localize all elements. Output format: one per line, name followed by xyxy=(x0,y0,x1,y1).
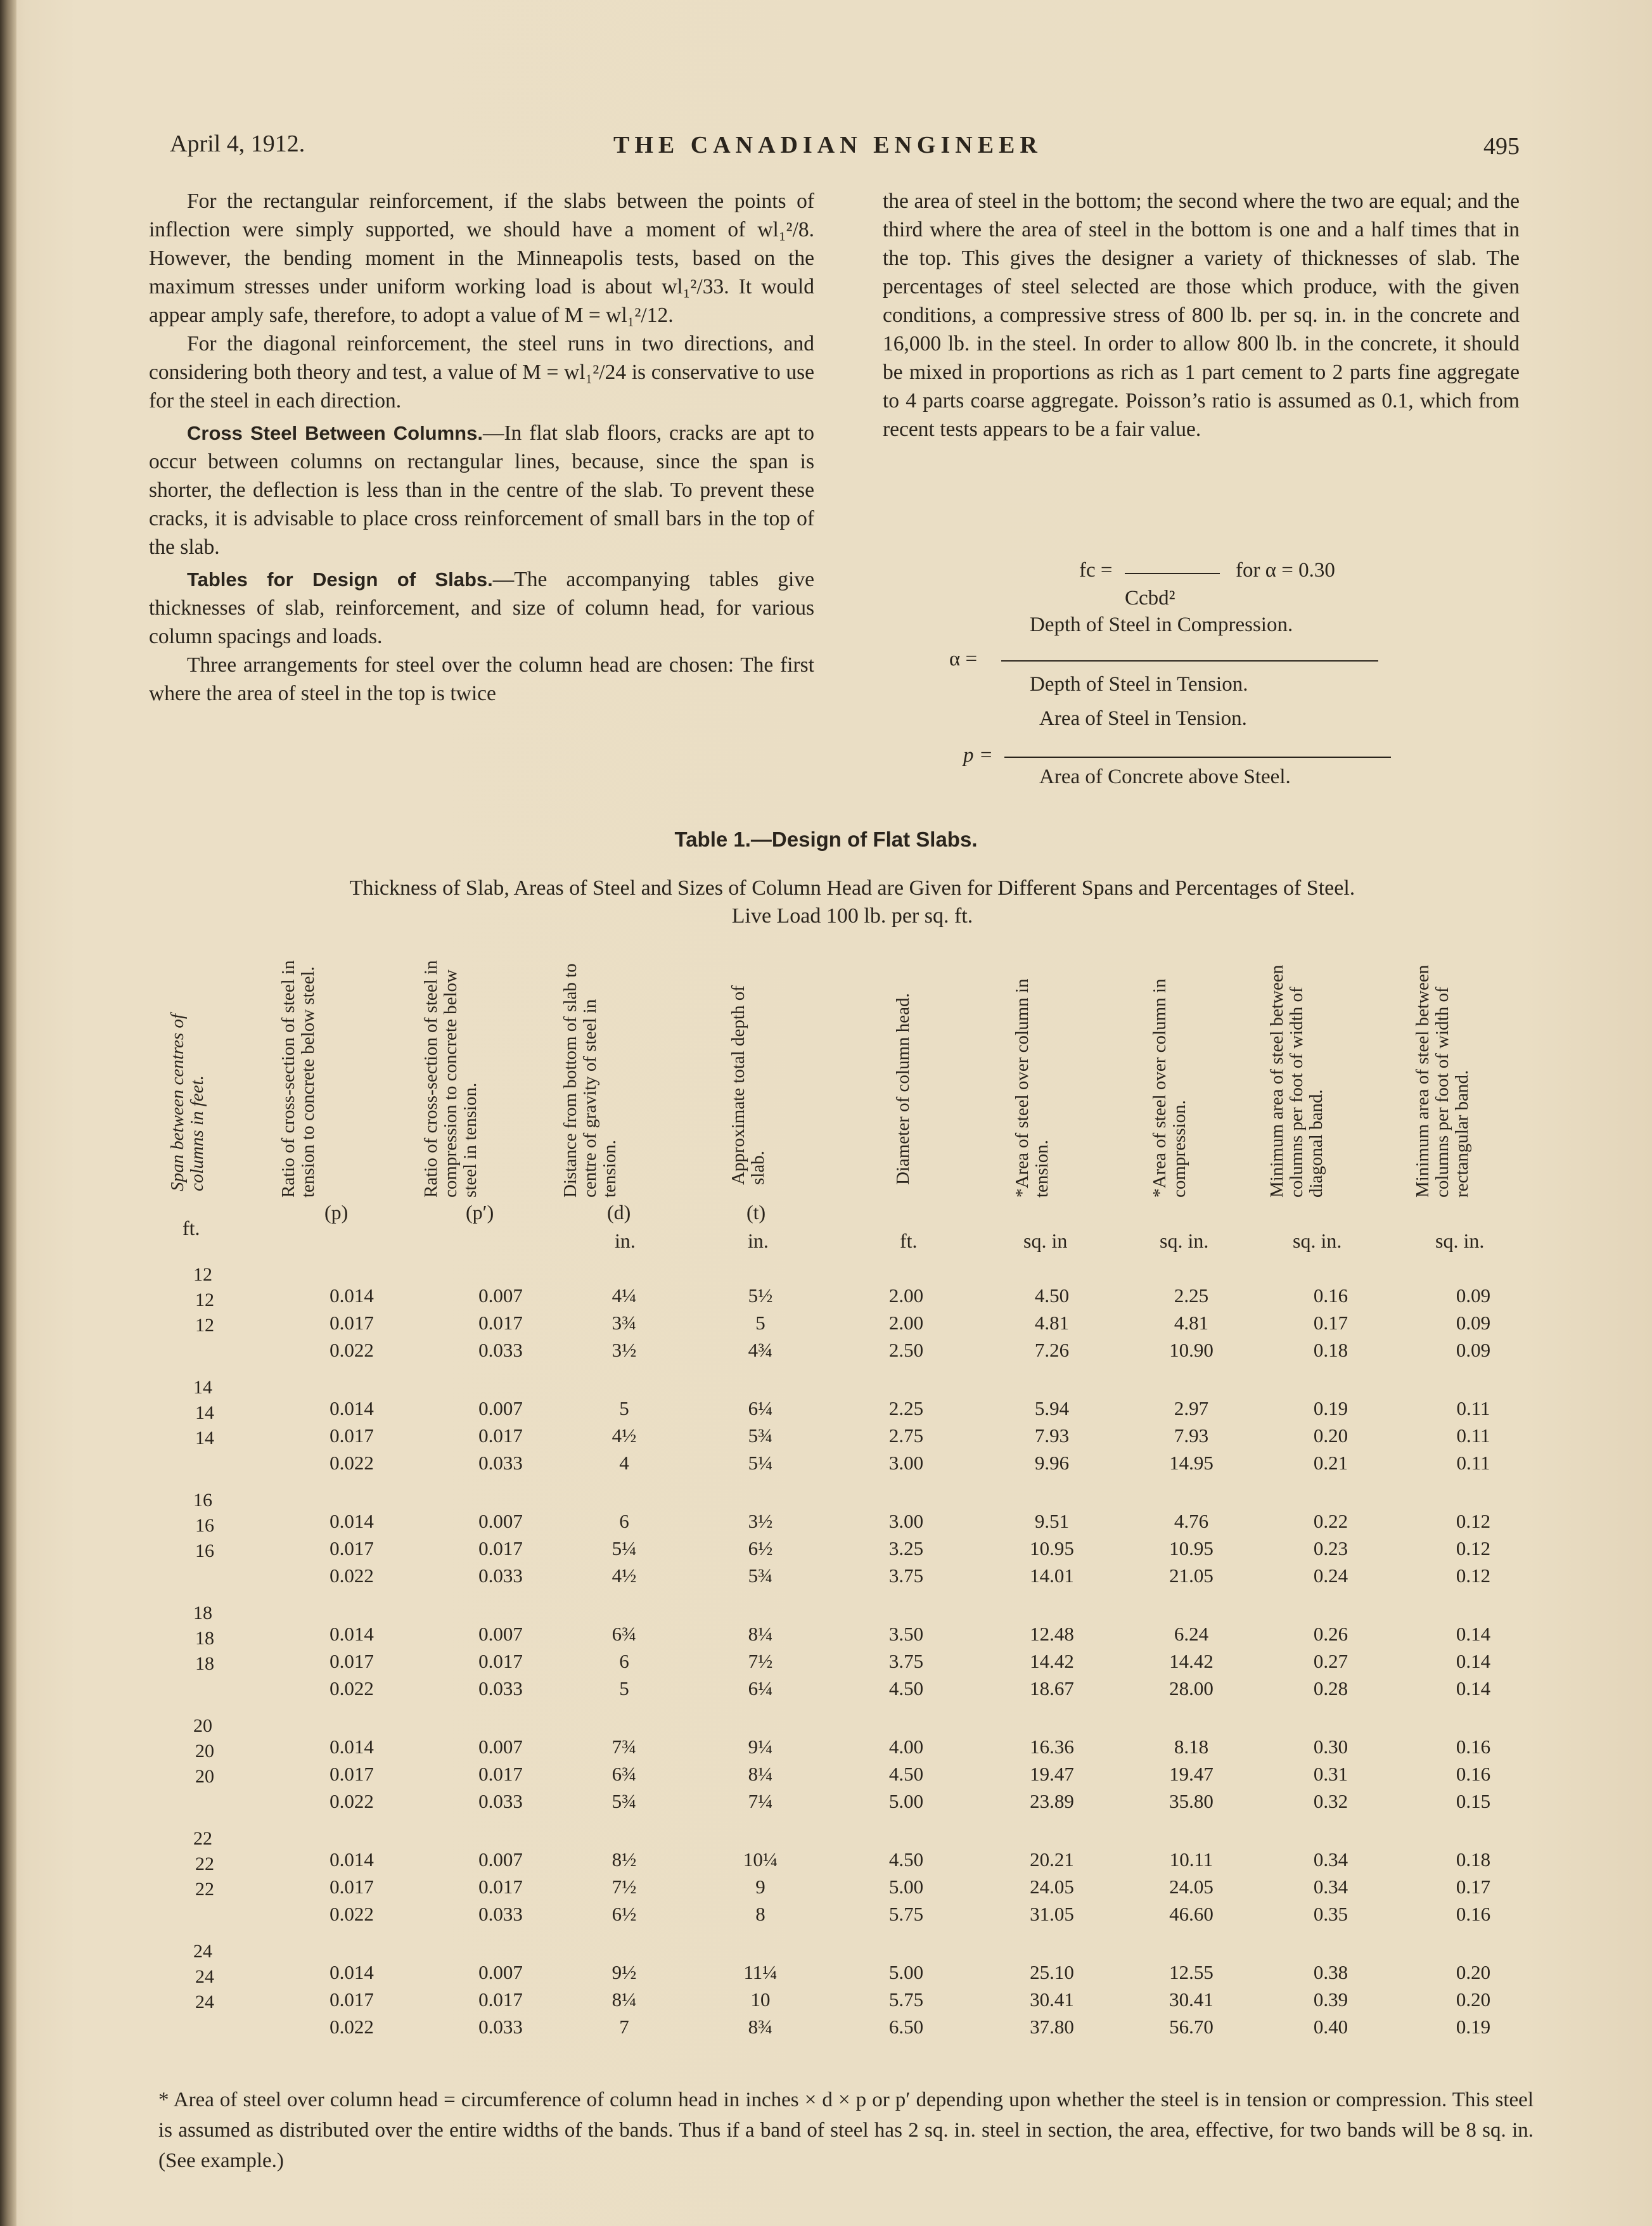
table-cell: 3¾ xyxy=(611,1312,637,1334)
binding-edge xyxy=(0,0,16,2226)
table-cell: 24.05 xyxy=(1169,1876,1213,1898)
unit-span: ft. xyxy=(182,1217,200,1239)
table-cell: 0.12 xyxy=(1456,1510,1491,1532)
unit-diameter: ft. xyxy=(900,1229,918,1252)
table-subtitle-line: Thickness of Slab, Areas of Steel and Sizes of Column Head are Given for Different Spans and Percentages of Steel. xyxy=(349,876,1355,900)
paragraph-text: —In flat slab floors, cracks are apt to occur between columns on rectangular lines, because, since the span is shorter, the deflection is less than in the centre of the slab. To prevent these cracks, it is advisable to place cross reinforcement of small bars in the top of the slab. xyxy=(149,421,814,559)
unit-area-tension: sq. in xyxy=(1023,1229,1068,1252)
span-value: 22 xyxy=(195,1853,214,1874)
table-cell: 10¼ xyxy=(743,1848,778,1871)
table-cell: 3.25 xyxy=(888,1537,924,1559)
issue-date: April 4, 1912. xyxy=(170,131,305,157)
table-cell: 0.40 xyxy=(1313,2016,1348,2038)
span-value: 14 xyxy=(195,1402,214,1423)
table-cell: 0.11 xyxy=(1456,1424,1490,1447)
table-cell: 0.022 xyxy=(330,1339,374,1361)
span-value: 18 xyxy=(193,1602,212,1623)
table-cell: 0.20 xyxy=(1313,1424,1348,1447)
table-cell: 0.16 xyxy=(1456,1903,1491,1925)
table-cell: 5.00 xyxy=(888,1876,924,1898)
table-cell: 2.97 xyxy=(1174,1397,1209,1419)
right-column xyxy=(883,187,1520,444)
table-cell: 7.26 xyxy=(1034,1339,1070,1361)
table-cell: 8.18 xyxy=(1174,1736,1209,1758)
column-header-p: Ratio of cross-section of steel in tension to concrete below steel. xyxy=(278,960,318,1198)
table-cell: 4.81 xyxy=(1034,1312,1070,1334)
column-header-diameter: Diameter of column head. xyxy=(893,993,913,1185)
table-cell: 7.93 xyxy=(1034,1424,1070,1447)
column-header-d: Distance from bottom of slab to centre of gravity of steel in tension. xyxy=(560,963,620,1198)
formula-p-numerator: Area of Steel in Tension. xyxy=(1039,707,1247,730)
table-cell: 0.017 xyxy=(478,1537,523,1559)
table-cell: 0.017 xyxy=(478,1424,523,1447)
table-cell: 3.75 xyxy=(888,1650,924,1672)
formula-fc-denominator: Ccbd² xyxy=(1125,587,1175,610)
table-cell: 6¼ xyxy=(748,1397,773,1419)
paragraph xyxy=(149,565,814,651)
table-cell: 7¾ xyxy=(611,1736,637,1758)
table-cell: 0.014 xyxy=(330,1736,374,1758)
table-cell: 0.38 xyxy=(1313,1961,1348,1983)
formula-alpha-lhs: α = xyxy=(949,648,978,670)
column-header-area-compression: *Area of steel over column in compression. xyxy=(1149,978,1189,1198)
table-cell: 5.94 xyxy=(1034,1397,1070,1419)
column-header-t: Approximate total depth of slab. xyxy=(728,985,768,1185)
table-cell: 0.014 xyxy=(330,1510,374,1532)
span-value: 24 xyxy=(193,1941,212,1962)
span-value: 24 xyxy=(195,1966,214,1987)
column-header-diagonal-band: Minimum area of steel between columns per foot of width of diagonal band. xyxy=(1267,964,1326,1198)
table-cell: 4.50 xyxy=(888,1763,924,1785)
table-cell: 0.27 xyxy=(1313,1650,1348,1672)
table-cell: 0.31 xyxy=(1313,1763,1348,1785)
table-cell: 0.17 xyxy=(1456,1876,1491,1898)
table-cell: 30.41 xyxy=(1030,1988,1074,2011)
table-cell: 3½ xyxy=(611,1339,637,1361)
table-cell: 4.81 xyxy=(1174,1312,1209,1334)
table-cell: 0.34 xyxy=(1313,1848,1348,1871)
table-cell: 8½ xyxy=(611,1848,637,1871)
fraction-bar xyxy=(1125,573,1220,574)
table-cell: 12.55 xyxy=(1169,1961,1213,1983)
table-cell: 6 xyxy=(619,1650,629,1672)
table-cell: 10.11 xyxy=(1169,1848,1213,1871)
table-cell: 3.50 xyxy=(888,1623,924,1645)
table-cell: 0.017 xyxy=(478,1876,523,1898)
table-cell: 30.41 xyxy=(1169,1988,1213,2011)
symbol-p: (p) xyxy=(324,1201,349,1224)
table-cell: 0.19 xyxy=(1456,2016,1491,2038)
table-cell: 2.25 xyxy=(888,1397,924,1419)
table-cell: 0.30 xyxy=(1313,1736,1348,1758)
table-cell: 6.24 xyxy=(1174,1623,1209,1645)
table-cell: 6¼ xyxy=(748,1677,773,1699)
table-cell: 8¼ xyxy=(748,1623,773,1645)
span-value: 14 xyxy=(193,1377,212,1398)
table-cell: 0.017 xyxy=(330,1537,374,1559)
formula-alpha-denominator: Depth of Steel in Tension. xyxy=(1030,673,1248,696)
table-cell: 0.35 xyxy=(1313,1903,1348,1925)
table-cell: 3½ xyxy=(748,1510,773,1532)
table-cell: 4.76 xyxy=(1174,1510,1209,1532)
table-cell: 9.51 xyxy=(1034,1510,1070,1532)
table-cell: 9.96 xyxy=(1034,1452,1070,1474)
table-cell: 0.007 xyxy=(478,1510,523,1532)
table-cell: 3.75 xyxy=(888,1564,924,1587)
table-cell: 0.09 xyxy=(1456,1284,1491,1307)
table-cell: 0.16 xyxy=(1456,1763,1491,1785)
table-cell: 5 xyxy=(619,1677,629,1699)
column-header-area-tension: *Area of steel over column in tension. xyxy=(1012,978,1052,1198)
table-cell: 11¼ xyxy=(743,1961,778,1983)
span-value: 22 xyxy=(195,1879,214,1900)
table-cell: 5 xyxy=(619,1397,629,1419)
table-cell: 6¾ xyxy=(611,1763,637,1785)
paragraph: For the diagonal reinforcement, the steel runs in two directions, and considering both theory and test, a value of M = wl₁²/24 is conservative to use for the steel in each direction. xyxy=(149,332,814,413)
table-cell: 0.21 xyxy=(1313,1452,1348,1474)
table-cell: 4.50 xyxy=(1034,1284,1070,1307)
span-value: 20 xyxy=(193,1715,212,1736)
formula-alpha-numerator: Depth of Steel in Compression. xyxy=(1030,613,1293,636)
run-in-heading: Tables for Design of Slabs. xyxy=(187,568,493,591)
symbol-t: (t) xyxy=(746,1201,766,1224)
table-cell: 5¾ xyxy=(748,1424,773,1447)
table-cell: 37.80 xyxy=(1030,2016,1074,2038)
span-value: 16 xyxy=(193,1490,212,1511)
unit-diagonal: sq. in. xyxy=(1293,1229,1342,1252)
table-cell: 5.75 xyxy=(888,1903,924,1925)
table-cell: 2.50 xyxy=(888,1339,924,1361)
table-cell: 9 xyxy=(755,1876,765,1898)
unit-t: in. xyxy=(748,1229,769,1252)
formula-p-lhs: p = xyxy=(963,744,994,767)
table-cell: 8 xyxy=(755,1903,765,1925)
table-cell: 2.00 xyxy=(888,1312,924,1334)
table-cell: 0.022 xyxy=(330,2016,374,2038)
table-cell: 0.18 xyxy=(1456,1848,1491,1871)
table-cell: 0.033 xyxy=(478,1452,523,1474)
table-cell: 2.00 xyxy=(888,1284,924,1307)
table-cell: 0.007 xyxy=(478,1284,523,1307)
left-column xyxy=(149,187,814,708)
table-cell: 0.007 xyxy=(478,1397,523,1419)
table-cell: 0.15 xyxy=(1456,1790,1491,1812)
table-cell: 0.017 xyxy=(478,1763,523,1785)
table-cell: 0.007 xyxy=(478,1623,523,1645)
table-cell: 21.05 xyxy=(1169,1564,1213,1587)
table-cell: 6½ xyxy=(748,1537,773,1559)
table-cell: 0.017 xyxy=(330,1763,374,1785)
table-cell: 2.75 xyxy=(888,1424,924,1447)
table-cell: 14.01 xyxy=(1030,1564,1074,1587)
table-cell: 0.34 xyxy=(1313,1876,1348,1898)
fraction-bar xyxy=(1001,660,1378,662)
table-cell: 4 xyxy=(619,1452,629,1474)
table-cell: 0.014 xyxy=(330,1623,374,1645)
table-cell: 8¾ xyxy=(748,2016,773,2038)
table-cell: 0.24 xyxy=(1313,1564,1348,1587)
table-cell: 0.17 xyxy=(1313,1312,1348,1334)
table-cell: 0.017 xyxy=(330,1650,374,1672)
table-cell: 0.11 xyxy=(1456,1397,1490,1419)
table-cell: 10.90 xyxy=(1169,1339,1213,1361)
fraction-bar xyxy=(1004,757,1391,758)
table-cell: 0.014 xyxy=(330,1397,374,1419)
table-cell: 0.033 xyxy=(478,1903,523,1925)
table-cell: 0.18 xyxy=(1313,1339,1348,1361)
span-value: 16 xyxy=(195,1540,214,1561)
table-cell: 7½ xyxy=(748,1650,773,1672)
table-cell: 0.26 xyxy=(1313,1623,1348,1645)
unit-d: in. xyxy=(615,1229,636,1252)
table-cell: 0.14 xyxy=(1456,1650,1491,1672)
span-value: 18 xyxy=(195,1653,214,1674)
table-cell: 25.10 xyxy=(1030,1961,1074,1983)
formula-fc-lhs: fc = xyxy=(1079,559,1113,582)
table-cell: 0.022 xyxy=(330,1452,374,1474)
table-subtitle xyxy=(171,874,1534,930)
span-value: 12 xyxy=(195,1315,214,1336)
table-cell: 0.20 xyxy=(1456,1961,1491,1983)
table-cell: 0.09 xyxy=(1456,1312,1491,1334)
table-cell: 0.017 xyxy=(478,1988,523,2011)
table-cell: 6½ xyxy=(611,1903,637,1925)
column-header-p-prime: Ratio of cross-section of steel in compression to concrete below steel in tension. xyxy=(421,960,480,1198)
page-number: 495 xyxy=(1483,133,1520,160)
table-cell: 6.50 xyxy=(888,2016,924,2038)
running-header xyxy=(170,130,1520,168)
table-cell: 7½ xyxy=(611,1876,637,1898)
table-cell: 0.014 xyxy=(330,1848,374,1871)
paragraph: For the rectangular reinforcement, if the slabs between the points of inflection were simply supported, we should have a moment of wl₁²/8. However, the bending moment in the Minneapolis tests, based on the maximum stresses under uniform working load is about wl₁²/33. It would appear amply safe, therefore, to adopt a value of M = wl₁²/12. xyxy=(149,189,814,327)
table-cell: 0.022 xyxy=(330,1903,374,1925)
table-subtitle-line: Live Load 100 lb. per sq. ft. xyxy=(731,904,973,928)
span-value: 14 xyxy=(195,1428,214,1449)
table-cell: 46.60 xyxy=(1169,1903,1213,1925)
table-cell: 31.05 xyxy=(1030,1903,1074,1925)
run-in-heading: Cross Steel Between Columns. xyxy=(187,422,483,444)
table-cell: 19.47 xyxy=(1169,1763,1213,1785)
table-cell: 0.017 xyxy=(330,1424,374,1447)
table-cell: 0.022 xyxy=(330,1677,374,1699)
table-cell: 5¼ xyxy=(748,1452,773,1474)
table-cell: 0.007 xyxy=(478,1848,523,1871)
table-cell: 9¼ xyxy=(748,1736,773,1758)
table-cell: 0.16 xyxy=(1456,1736,1491,1758)
symbol-d: (d) xyxy=(607,1201,631,1224)
table-cell: 2.25 xyxy=(1174,1284,1209,1307)
table-cell: 0.033 xyxy=(478,1564,523,1587)
paragraph: Three arrangements for steel over the column head are chosen: The first where the area of steel in the top is twice xyxy=(149,653,814,705)
table-cell: 8¼ xyxy=(748,1763,773,1785)
table-cell: 0.28 xyxy=(1313,1677,1348,1699)
table-cell: 5.75 xyxy=(888,1988,924,2011)
table-cell: 0.23 xyxy=(1313,1537,1348,1559)
table-cell: 23.89 xyxy=(1030,1790,1074,1812)
table-cell: 5 xyxy=(755,1312,765,1334)
table-cell: 12.48 xyxy=(1030,1623,1074,1645)
paragraph xyxy=(149,419,814,561)
table-cell: 0.22 xyxy=(1313,1510,1348,1532)
column-header-span: Span between centres of columns in feet. xyxy=(167,1014,207,1191)
table-cell: 0.017 xyxy=(478,1650,523,1672)
journal-title: THE CANADIAN ENGINEER xyxy=(613,132,1042,158)
table-cell: 0.007 xyxy=(478,1736,523,1758)
table-cell: 0.14 xyxy=(1456,1623,1491,1645)
span-value: 18 xyxy=(195,1628,214,1649)
table-cell: 0.033 xyxy=(478,2016,523,2038)
formula-fc-condition: for α = 0.30 xyxy=(1236,559,1335,582)
span-value: 12 xyxy=(195,1289,214,1310)
table-cell: 0.09 xyxy=(1456,1339,1491,1361)
table-cell: 0.014 xyxy=(330,1284,374,1307)
span-value: 22 xyxy=(193,1828,212,1849)
table-cell: 9½ xyxy=(611,1961,637,1983)
table-cell: 5¾ xyxy=(611,1790,637,1812)
table-cell: 10 xyxy=(750,1988,771,2011)
span-value: 24 xyxy=(195,1992,214,2012)
table-cell: 0.017 xyxy=(330,1876,374,1898)
table-cell: 5½ xyxy=(748,1284,773,1307)
table-title: Table 1.—Design of Flat Slabs. xyxy=(674,828,978,851)
table-cell: 0.20 xyxy=(1456,1988,1491,2011)
paragraph: the area of steel in the bottom; the second where the two are equal; and the third where the area of steel in the bottom is one and a half times that in the top. This gives the designer a variety of thicknesses of slab. The percentages of steel selected are those which produce, with the given conditions, a compressive stress of 800 lb. per sq. in. in the concrete and 16,000 lb. in the steel. In order to allow 800 lb. in the concrete, it should be mixed in proportions as rich as 1 part cement to 2 parts fine aggregate to 4 parts coarse aggregate. Poisson’s ratio is assumed as 0.1, which from recent tests appears to be a fair value. xyxy=(883,189,1520,441)
table-cell: 0.007 xyxy=(478,1961,523,1983)
table-cell: 5¾ xyxy=(748,1564,773,1587)
table-cell: 0.32 xyxy=(1313,1790,1348,1812)
table-cell: 24.05 xyxy=(1030,1876,1074,1898)
table-cell: 5.00 xyxy=(888,1961,924,1983)
table-cell: 28.00 xyxy=(1169,1677,1213,1699)
table-cell: 0.017 xyxy=(330,1312,374,1334)
table-cell: 0.033 xyxy=(478,1339,523,1361)
paragraph-text: —The accompanying tables give thicknesses of slab, reinforcement, and size of column head, for various column spacings and loads. xyxy=(149,568,814,648)
table-cell: 0.39 xyxy=(1313,1988,1348,2011)
symbol-p-prime: (p′) xyxy=(466,1201,494,1224)
table-cell: 18.67 xyxy=(1030,1677,1074,1699)
table-cell: 0.033 xyxy=(478,1677,523,1699)
table-cell: 7¼ xyxy=(748,1790,773,1812)
table-cell: 20.21 xyxy=(1030,1848,1074,1871)
table-cell: 4½ xyxy=(611,1424,637,1447)
unit-rectangular: sq. in. xyxy=(1435,1229,1485,1252)
table-cell: 4½ xyxy=(611,1564,637,1587)
table-cell: 14.42 xyxy=(1030,1650,1074,1672)
table-cell: 0.017 xyxy=(478,1312,523,1334)
table-cell: 7.93 xyxy=(1174,1424,1209,1447)
span-value: 20 xyxy=(195,1766,214,1787)
table-cell: 4.00 xyxy=(888,1736,924,1758)
span-value: 12 xyxy=(193,1264,212,1285)
table-cell: 4¾ xyxy=(748,1339,773,1361)
table-footnote: * Area of steel over column head = circumference of column head in inches × d × p or p′ depending upon whether the steel is in tension or compression. This steel is assumed as distributed over the entire widths of the bands. Thus if a band of steel has 2 sq. in. steel in section, the area, effective, for two bands will be 8 sq. in. (See example.) xyxy=(158,2088,1534,2172)
column-header-rectangular-band: Minimum area of steel between columns per foot of width of rectangular band. xyxy=(1412,964,1472,1198)
table-cell: 4¼ xyxy=(611,1284,637,1307)
table-cell: 19.47 xyxy=(1030,1763,1074,1785)
table-cell: 0.11 xyxy=(1456,1452,1490,1474)
table-cell: 14.95 xyxy=(1169,1452,1213,1474)
table-cell: 4.50 xyxy=(888,1848,924,1871)
table-cell: 3.00 xyxy=(888,1452,924,1474)
formula-p-denominator: Area of Concrete above Steel. xyxy=(1039,765,1291,788)
table-cell: 0.19 xyxy=(1313,1397,1348,1419)
unit-area-compression: sq. in. xyxy=(1160,1229,1209,1252)
table-cell: 10.95 xyxy=(1169,1537,1213,1559)
table-cell: 56.70 xyxy=(1169,2016,1213,2038)
table-cell: 8¼ xyxy=(611,1988,637,2011)
span-value: 20 xyxy=(195,1741,214,1762)
table-cell: 5.00 xyxy=(888,1790,924,1812)
table-cell: 5¼ xyxy=(611,1537,637,1559)
table-cell: 35.80 xyxy=(1169,1790,1213,1812)
table-cell: 0.022 xyxy=(330,1564,374,1587)
table-cell: 6 xyxy=(619,1510,629,1532)
table-cell: 7 xyxy=(619,2016,629,2038)
table-cell: 14.42 xyxy=(1169,1650,1213,1672)
table-cell: 6¾ xyxy=(611,1623,637,1645)
table-cell: 0.017 xyxy=(330,1988,374,2011)
table-cell: 0.022 xyxy=(330,1790,374,1812)
table-cell: 4.50 xyxy=(888,1677,924,1699)
table-cell: 0.12 xyxy=(1456,1537,1491,1559)
table-cell: 0.12 xyxy=(1456,1564,1491,1587)
span-value: 16 xyxy=(195,1515,214,1536)
table-cell: 0.014 xyxy=(330,1961,374,1983)
table-cell: 3.00 xyxy=(888,1510,924,1532)
table-cell: 10.95 xyxy=(1030,1537,1074,1559)
table-cell: 0.033 xyxy=(478,1790,523,1812)
table-cell: 0.16 xyxy=(1313,1284,1348,1307)
table-cell: 0.14 xyxy=(1456,1677,1491,1699)
table-cell: 16.36 xyxy=(1030,1736,1074,1758)
